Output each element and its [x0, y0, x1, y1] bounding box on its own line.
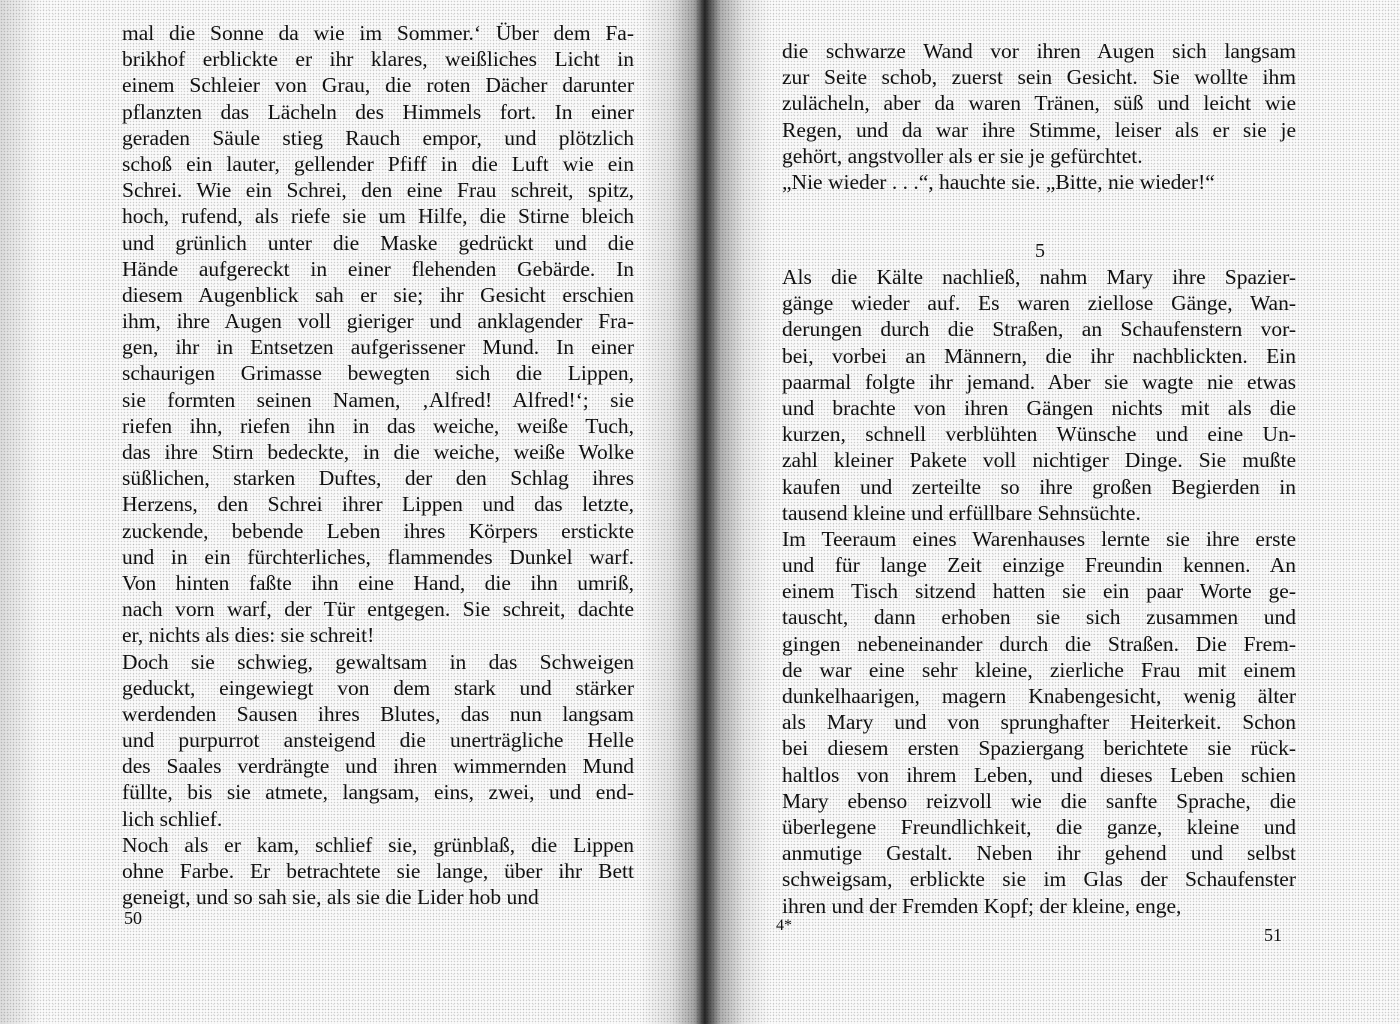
- text-line: werdenden Sausen ihres Blutes, das nun langsam: [122, 701, 634, 726]
- text-line: tauscht, dann erhoben sie sich zusammen und: [782, 605, 1296, 630]
- text-line: Als die Kälte nachließ, nahm Mary ihre Spazier-: [782, 265, 1296, 289]
- text-line: als Mary und von sprunghafter Heiterkeit. Schon: [782, 710, 1296, 735]
- text-line: kurzen, schnell verblühten Wünsche und eine Un-: [782, 422, 1296, 447]
- text-line: zulächeln, aber da waren Tränen, süß und leicht wie: [782, 91, 1296, 116]
- text-line: überlegene Freundlichkeit, die ganze, kleine und: [782, 814, 1296, 839]
- text-line: die schwarze Wand vor ihren Augen sich langsam: [782, 39, 1296, 63]
- text-line: riefen ihn, riefen ihn in das weiche, weiße Tuch,: [122, 413, 634, 438]
- text-line: gänge wieder auf. Es waren ziellose Gänge, Wan-: [782, 291, 1296, 316]
- text-line: Herzens, den Schrei ihrer Lippen und das letzte,: [122, 492, 634, 517]
- text-line: hoch, rufend, als riefe sie um Hilfe, die Stirne bleich: [122, 204, 634, 229]
- text-line: geduckt, eingewiegt von dem stark und stärker: [122, 675, 634, 700]
- page-edge-shadow: [0, 0, 40, 1024]
- text-line: ihren und der Fremden Kopf; der kleine, enge,: [782, 893, 1182, 918]
- text-line: Im Teeraum eines Warenhauses lernte sie ihre erste: [782, 526, 1296, 551]
- text-line: sie formten seinen Namen, ‚Alfred! Alfred!‘; sie: [122, 387, 634, 412]
- text-line: gen, ihr in Entsetzen aufgerissener Mund. In einer: [122, 335, 634, 360]
- text-line: füllte, bis sie atmete, langsam, eins, zwei, und end-: [122, 780, 634, 805]
- text-line: schoß ein lauter, gellender Pfiff in die Luft wie ein: [122, 151, 634, 176]
- text-line: lich schlief.: [122, 806, 223, 831]
- text-line: Schrei. Wie ein Schrei, den eine Frau schreit, spitz,: [122, 178, 634, 203]
- text-line: bei diesem ersten Spaziergang berichtete sie rück-: [782, 736, 1296, 761]
- text-line: bei, vorbei an Männern, die ihr nachblickten. Ein: [782, 343, 1296, 368]
- text-line: dunkelhaarigen, magern Knabengesicht, wenig älter: [782, 684, 1296, 708]
- right-page-text-bottom: [782, 264, 1296, 919]
- text-line: diesem Augenblick sah er sie; ihr Gesicht erschien: [122, 282, 634, 307]
- text-line: schweigsam, erblickte sie im Glas der Schaufenster: [782, 867, 1296, 892]
- left-page-number: 50: [124, 908, 142, 928]
- text-line: derungen durch die Straßen, an Schaufenstern vor-: [782, 317, 1296, 342]
- text-line: und purpurrot ansteigend die unerträgliche Helle: [122, 728, 634, 753]
- text-line: gingen nebeneinander durch die Straßen. Die Frem-: [782, 631, 1296, 656]
- right-page-text-top: [782, 38, 1296, 195]
- text-line: und für lange Zeit einzige Freundin kennen. An: [782, 553, 1296, 578]
- section-number: 5: [1035, 240, 1045, 262]
- text-line: süßlichen, starken Duftes, der den Schlag ihres: [122, 466, 634, 491]
- text-line: einem Schleier von Grau, die roten Dächer darunter: [122, 73, 634, 98]
- text-line: nach vorn warf, der Tür entgegen. Sie schreit, dachte: [122, 597, 634, 622]
- text-line: ihm, ihre Augen voll gieriger und anklagender Fra-: [122, 309, 634, 334]
- text-line: „Nie wieder . . .“, hauchte sie. „Bitte, nie wieder!“: [782, 169, 1215, 194]
- signature-mark: 4*: [776, 917, 792, 934]
- text-line: anmutige Gestalt. Neben ihr gehend und selbst: [782, 841, 1296, 866]
- text-line: Regen, und da war ihre Stimme, leiser als er sie je: [782, 117, 1296, 142]
- left-page-text: [122, 20, 634, 910]
- text-line: gehört, angstvoller als er sie je gefürchtet.: [782, 143, 1143, 168]
- text-line: zur Seite schob, zuerst sein Gesicht. Sie wollte ihm: [782, 65, 1296, 90]
- text-line: de war eine sehr kleine, zierliche Frau mit einem: [782, 657, 1296, 682]
- text-line: und in ein fürchterliches, flammendes Dunkel warf.: [122, 544, 634, 569]
- text-line: Noch als er kam, schlief sie, grünblaß, die Lippen: [122, 832, 634, 857]
- right-page-number: 51: [1264, 925, 1282, 945]
- text-line: zuckende, bebende Leben ihres Körpers erstickte: [122, 518, 634, 543]
- text-line: haltlos von ihrem Leben, und dieses Leben schien: [782, 762, 1296, 787]
- text-line: tausend kleine und erfüllbare Sehnsüchte.: [782, 500, 1141, 525]
- text-line: Von hinten faßte ihn eine Hand, die ihn umriß,: [122, 570, 634, 595]
- text-line: und brachte von ihren Gängen nichts mit als die: [782, 395, 1296, 420]
- text-line: brikhof erblickte er ihr klares, weißliches Licht in: [122, 47, 634, 72]
- text-line: einem Tisch sitzend hatten sie ein paar Worte ge-: [782, 579, 1296, 604]
- book-gutter: [640, 0, 770, 1024]
- text-line: pflanzten das Lächeln des Himmels fort. In einer: [122, 99, 634, 124]
- text-line: kaufen und zerteilte so ihre großen Begierden in: [782, 474, 1296, 499]
- text-line: geraden Säule stieg Rauch empor, und plötzlich: [122, 125, 634, 150]
- text-line: des Saales verdrängte und ihren wimmernden Mund: [122, 754, 634, 779]
- text-line: mal die Sonne da wie im Sommer.‘ Über dem Fa-: [122, 21, 634, 45]
- text-line: paarmal folgte ihr jemand. Aber sie wagte nie etwas: [782, 369, 1296, 394]
- text-line: Doch sie schwieg, gewaltsam in das Schweigen: [122, 649, 634, 674]
- text-line: er, nichts als dies: sie schreit!: [122, 623, 375, 648]
- text-line: geneigt, und so sah sie, als sie die Lider hob und: [122, 885, 539, 910]
- text-line: ohne Farbe. Er betrachtete sie lange, über ihr Bett: [122, 859, 634, 883]
- text-line: das ihre Stirn bedeckte, in die weiche, weiße Wolke: [122, 440, 634, 464]
- text-line: Mary ebenso reizvoll wie die sanfte Sprache, die: [782, 788, 1296, 813]
- text-line: Hände aufgereckt in einer flehenden Gebärde. In: [122, 256, 634, 281]
- text-line: zahl kleiner Pakete voll nichtiger Dinge. Sie mußte: [782, 448, 1296, 473]
- text-line: und grünlich unter die Maske gedrückt und die: [122, 230, 634, 255]
- text-line: schaurigen Grimasse bewegten sich die Lippen,: [122, 361, 634, 386]
